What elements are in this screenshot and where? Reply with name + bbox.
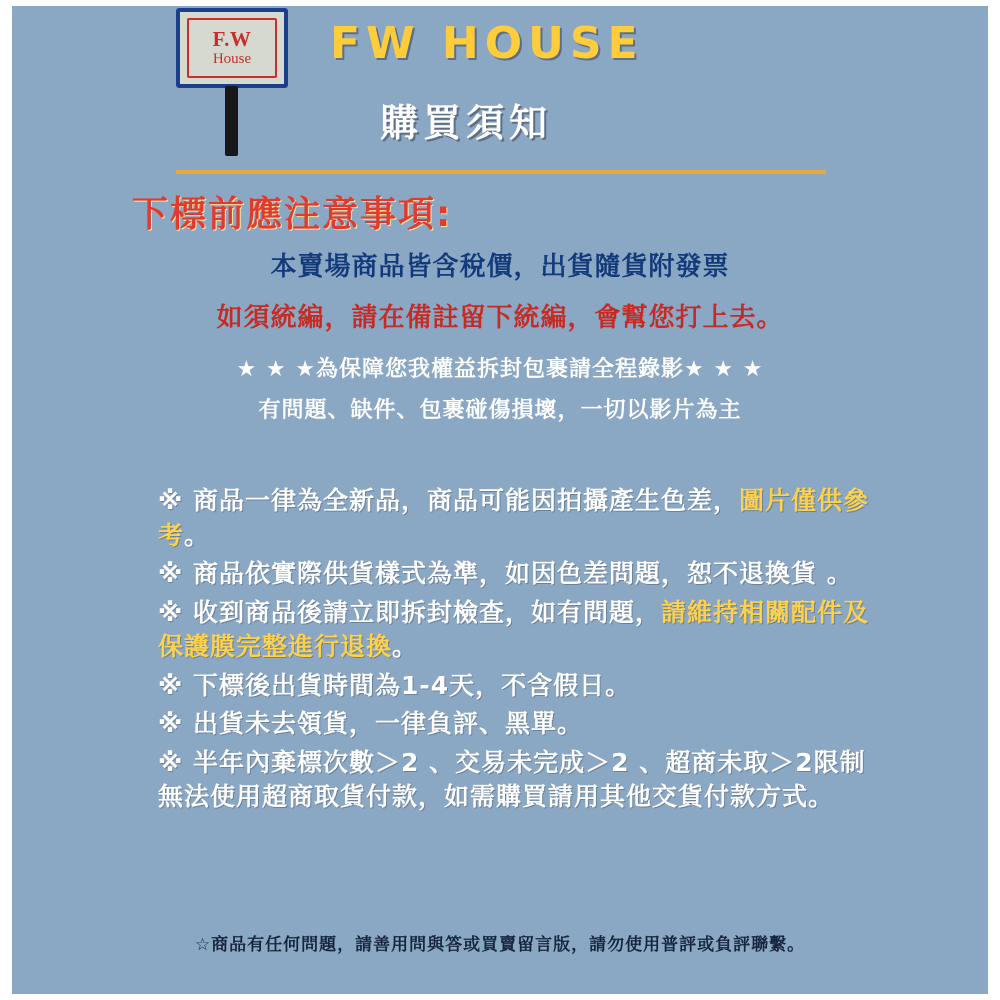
rule-text: 商品一律為全新品，商品可能因拍攝產生色差，: [183, 486, 740, 515]
rule-marker: ※: [158, 670, 184, 700]
rule-marker: ※: [158, 486, 184, 515]
intro-line-invoice: 本賣場商品皆含稅價，出貨隨貨附發票: [270, 252, 730, 282]
rule-highlight: 請維持相關配件及保護膜完整進行退換: [158, 597, 870, 661]
rule-text-after: 。: [392, 632, 419, 661]
rule-text: 商品依實際供貨樣式為準，如因色差問題，恕不退換貨 。: [183, 559, 853, 588]
brand-title: FW HOUSE: [330, 18, 644, 69]
logo-signboard-icon: [176, 8, 288, 88]
rule-item: [158, 669, 888, 704]
rule-marker: ※: [158, 747, 184, 777]
rules-list: [158, 484, 888, 819]
rule-item: [158, 707, 888, 742]
page-subtitle: 購買須知: [380, 101, 553, 145]
page-margin-bottom: [0, 994, 1000, 1000]
rule-item: [158, 484, 888, 553]
page-margin-right: [988, 0, 1000, 1000]
rule-highlight: 圖片僅供參考: [158, 486, 870, 550]
intro-line-record-video: ★ ★ ★為保障您我權益拆封包裹請全程錄影★ ★ ★: [236, 357, 764, 382]
page-margin-top: [0, 0, 1000, 6]
rule-text: 出貨未去領貨，一律負評、黑單。: [183, 709, 584, 738]
rule-item: [158, 746, 888, 815]
intro-block: [0, 246, 1000, 424]
rule-marker: ※: [158, 709, 184, 738]
rule-marker: ※: [158, 559, 184, 588]
logo-inner-frame: [187, 18, 277, 78]
rule-marker: ※: [158, 597, 184, 627]
logo-house-text: House: [212, 51, 252, 68]
footer-note: ☆商品有任何問題，請善用問與答或買賣留言版，請勿使用普評或負評聯繫。: [194, 935, 806, 955]
brand-logo: [168, 8, 298, 158]
rule-item: [158, 596, 888, 665]
page-header: [0, 0, 1000, 168]
logo-fw-text: F.W: [212, 27, 252, 52]
rule-text: 半年內棄標次數＞2 、交易未完成＞2 、超商未取＞2限制無法使用超商取貨付款，如需購買請用其他交貨付款方式。: [158, 747, 866, 811]
intro-line-tax-id: 如須統編，請在備註留下統編，會幫您打上去。: [216, 303, 784, 333]
header-divider: [176, 170, 826, 174]
logo-post-icon: [225, 86, 238, 156]
page-margin-left: [0, 0, 12, 1000]
intro-line-video-evidence: 有問題、缺件、包裹碰傷損壞，一切以影片為主: [258, 398, 742, 423]
notice-heading: 下標前應注意事項:: [132, 194, 453, 235]
rule-text-after: 。: [184, 520, 211, 550]
rule-text: 收到商品後請立即拆封檢查，如有問題，: [183, 597, 662, 627]
rule-text: 下標後出貨時間為1-4天，不含假日。: [183, 670, 632, 700]
rule-item: [158, 557, 888, 592]
